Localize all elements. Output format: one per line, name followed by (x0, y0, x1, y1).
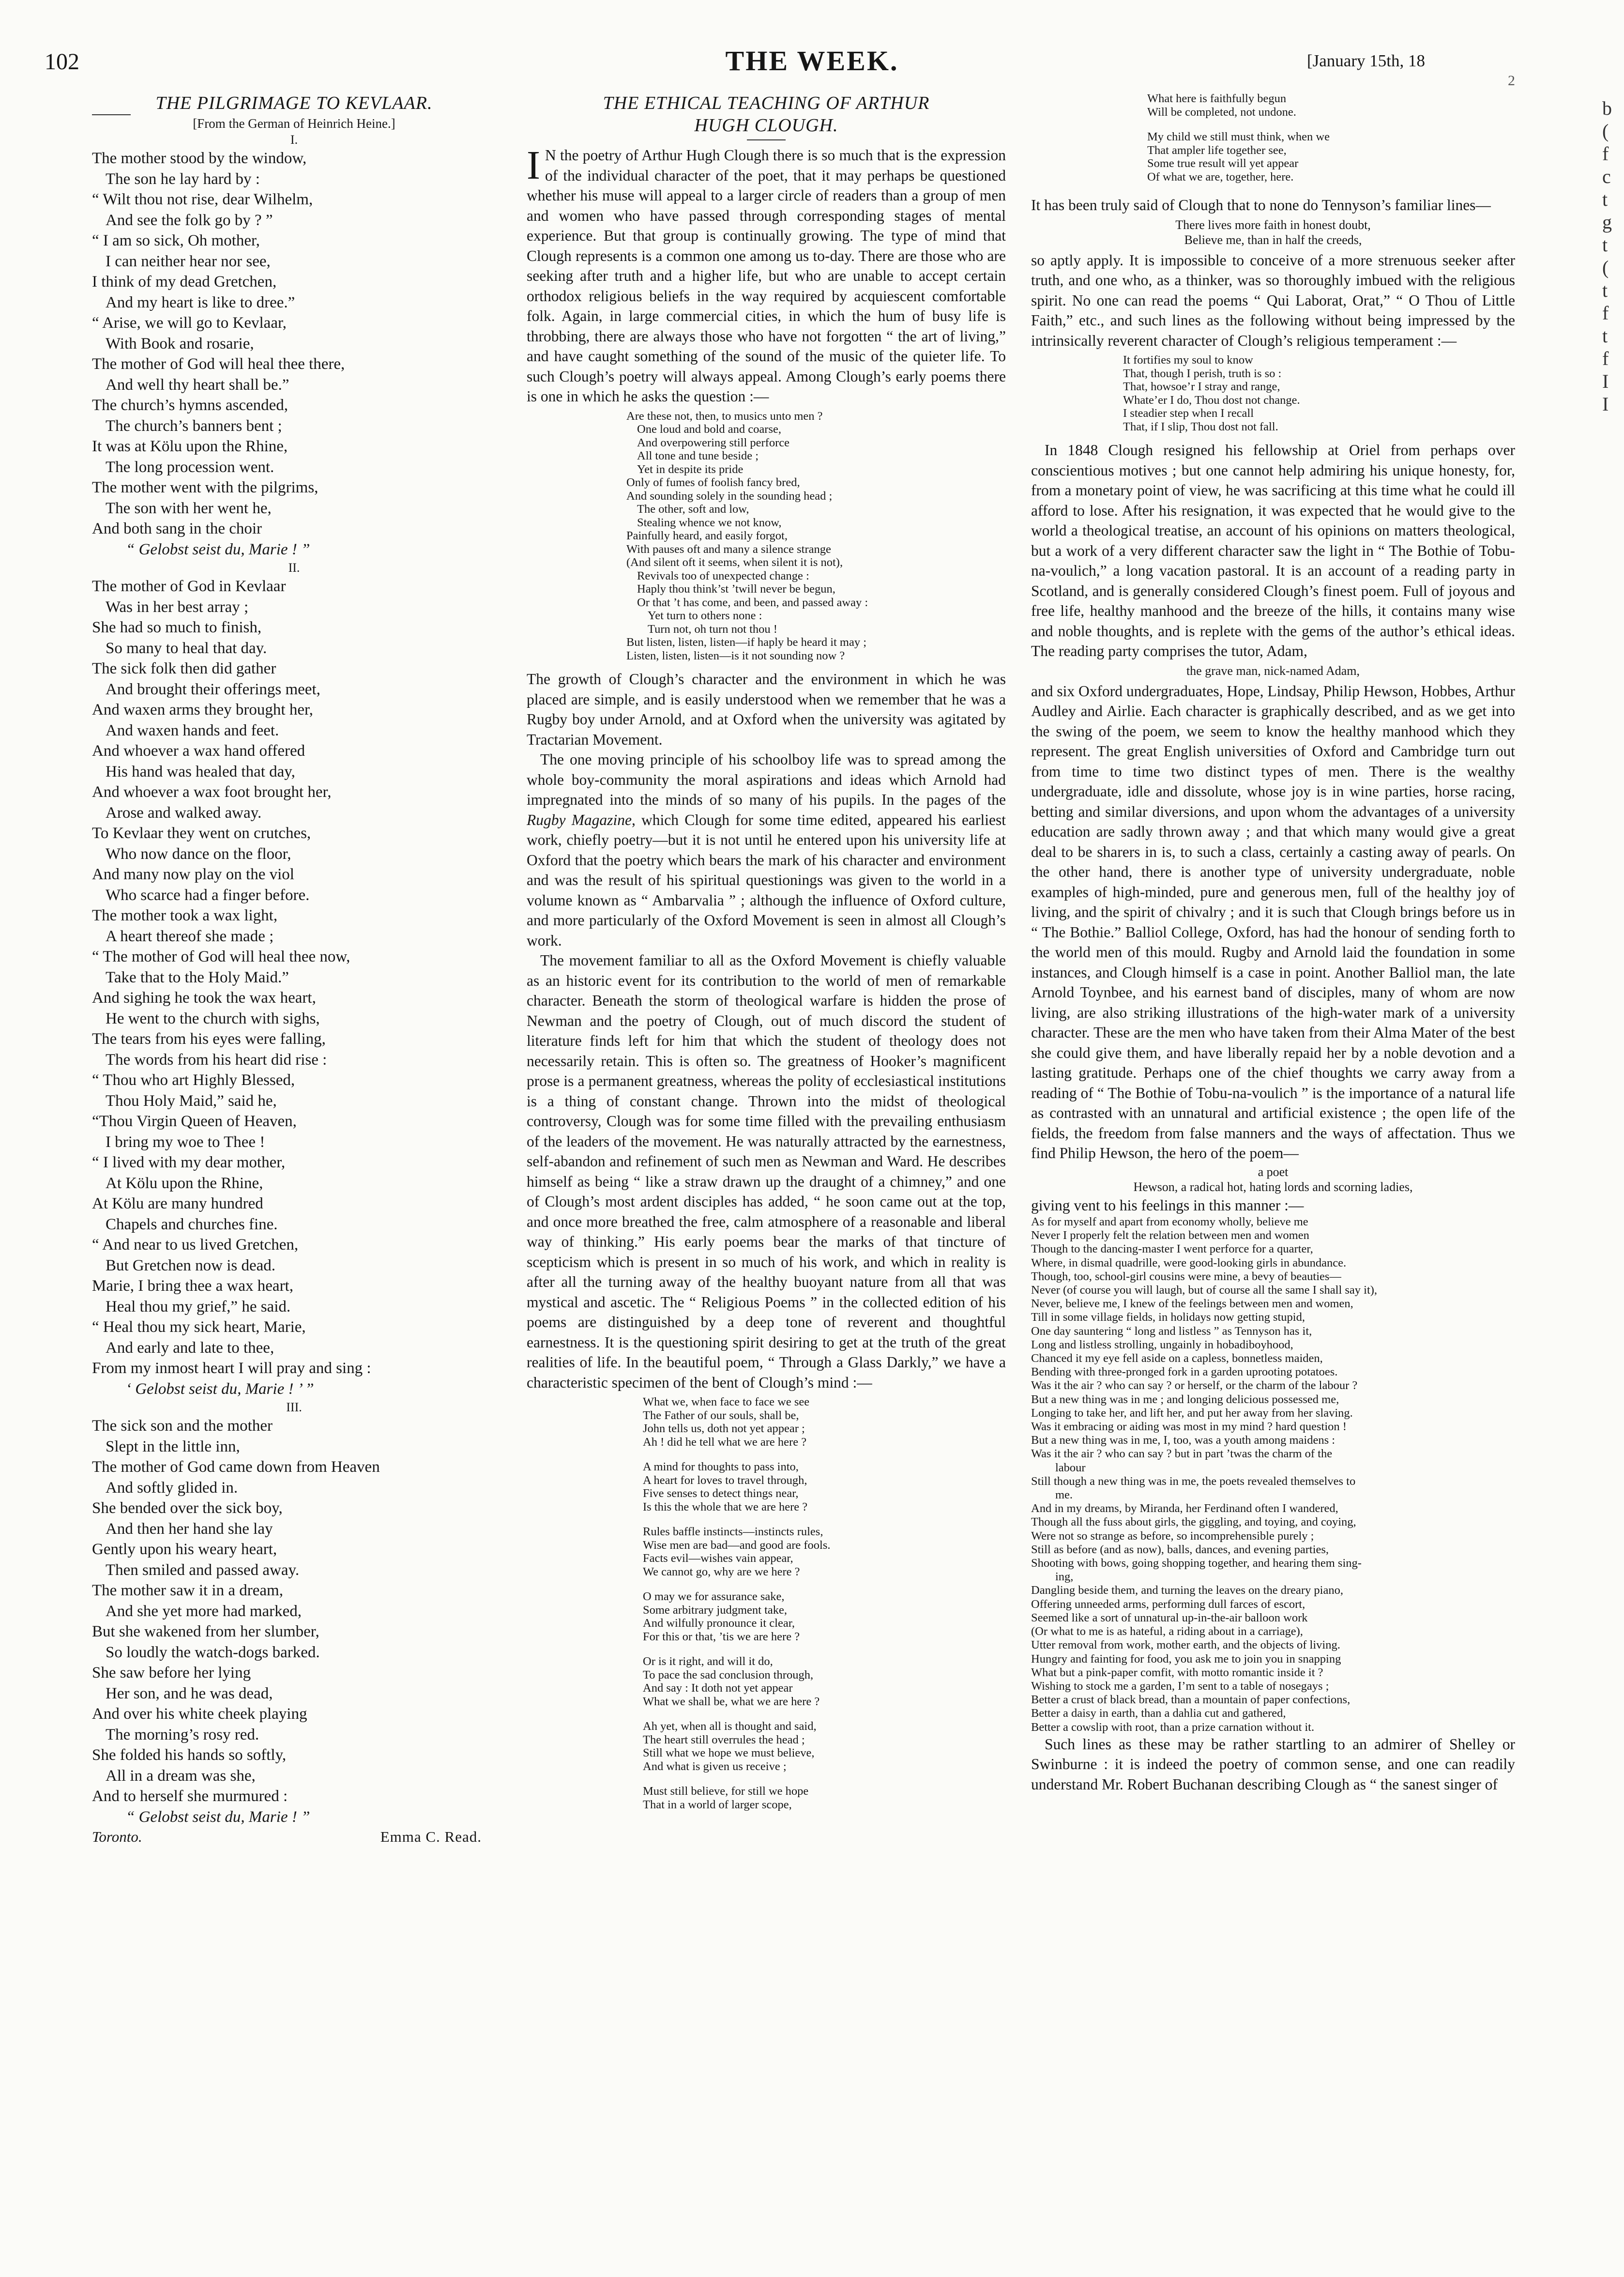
signature (92, 1827, 496, 1847)
verse-line: And waxen arms they brought her, (92, 701, 313, 718)
verse-line: And see the folk go by ? ” (106, 211, 273, 229)
verse-line: As for myself and apart from economy wholly, believe me (1031, 1215, 1308, 1228)
stanza (92, 988, 496, 1070)
stanza (92, 823, 496, 905)
stanza (92, 1235, 496, 1317)
verse-line: Or is it right, and will it do, (643, 1655, 773, 1668)
verse-line: “ Gelobst seist du, Marie ! ” (126, 540, 310, 558)
verse-line: Haply thou think’st ’twill never be begun, (637, 582, 835, 596)
essay-title-line1: THE ETHICAL TEACHING OF ARTHUR (603, 93, 930, 113)
verse-line: I can neither hear nor see, (106, 252, 271, 270)
page-header (0, 0, 1624, 89)
poem-title: THE PILGRIMAGE TO KEVLAAR. (155, 93, 433, 113)
verse-line: Some true result will yet appear (1147, 157, 1299, 170)
verse-line: And wilfully pronounce it clear, (643, 1617, 795, 1630)
verse-line: Who scarce had a finger before. (106, 886, 310, 904)
verse-line: Chanced it my eye fell aside on a capless, bonnetless maiden, (1031, 1352, 1323, 1365)
verse-line: “ I lived with my dear mother, (92, 1154, 286, 1171)
verse-line: He went to the church with sighs, (106, 1009, 320, 1027)
verse-line: Who now dance on the floor, (106, 845, 291, 863)
verse-line: Listen, listen, listen—is it not sounding now ? (626, 649, 845, 662)
edge-mark: 2 (1508, 73, 1515, 89)
verse-line: Of what we are, together, here. (1147, 170, 1294, 183)
verse-line: And sighing he took the wax heart, (92, 989, 316, 1007)
verse-line: And she yet more had marked, (106, 1602, 302, 1620)
essay-paragraph: The growth of Clough’s character and the environment in which he was placed are simple, and is easily understood when we remember that he was a Rugby boy under Arnold, and at Oxford when the university was agitated by Tractarian Movement. (527, 671, 1006, 748)
verse-line: Facts evil—wishes vain appear, (643, 1552, 793, 1565)
stanza (92, 741, 496, 823)
verse-line: The sick son and the mother (92, 1417, 273, 1435)
stanza (643, 1590, 1006, 1643)
quoted-poem (1031, 92, 1515, 183)
stanza (92, 658, 496, 741)
verse-line: Then smiled and passed away. (106, 1561, 300, 1579)
verse-line: Ah yet, when all is thought and said, (643, 1720, 817, 1733)
verse-line: And sounding solely in the sounding head ; (626, 489, 833, 503)
stanza (643, 1720, 1006, 1773)
verse-line: It was at Kölu upon the Rhine, (92, 438, 288, 455)
verse-line: Chapels and churches fine. (106, 1215, 278, 1233)
essay-paragraph: and six Oxford undergraduates, Hope, Lindsay, Philip Hewson, Hobbes, Arthur Audley and Airlie. Each character is graphically described, and as we get into the swing of the poem, we seem to know the healthy manhood which they represent. The great English universities of Oxford and Cambridge turn out from time to time two distinct types of men. There is the wealthy undergraduate, idle and dissolute, whose joy is in wine parties, horse racing, betting and similar diversions, and upon whom the advantages of a university education are sadly thrown away ; and that which many would give a great deal to be sharers in is, to such a class, certainly a casting away of pearls. On the other hand, there is another type of university undergraduate, noble examples of high-minded, pure and generous men, full of the healthy joy of living, and the spirit of chivalry ; and it is such that Clough brings before us in “ The Bothie.” Balliol College, Oxford, has had the honour of sending forth to the world men of this mould. Rugby and Arnold laid the foundation in some instances, and Clough himself is a case in point. Another Balliol man, the late Arnold Toynbee, and his earnest band of disciples, many of whom are now living, are also striking illustrations of the high-water mark of a university character. These are the men who have taken from their Alma Mater of the best she could give them, and have liberally repaid her by a noble devotion and a lasting gratitude. Perhaps one of the chief thoughts we carry away from a reading of “ The Bothie of Tobu-na-voulich ” is the importance of a natural life as contrasted with an unnatural and artificial existence ; the open life of the fields, the freedom from false manners and the ways of affectation. Thus we find Philip Hewson, the hero of the poem— (1031, 682, 1515, 1161)
masthead-title: THE WEEK. (725, 45, 899, 76)
page-number: 102 (45, 49, 79, 75)
verse-line: “ Gelobst seist du, Marie ! ” (126, 1808, 310, 1826)
verse-line: Are these not, then, to musics unto men ? (626, 409, 823, 423)
verse-line: And over his white cheek playing (92, 1705, 307, 1723)
quoted-line: a poet (1258, 1164, 1289, 1179)
stanza (1147, 92, 1515, 119)
essay-paragraph: Such lines as these may be rather startling to an admirer of Shelley or Swinburne : it is indeed the poetry of common sense, and one can readily understand Mr. Robert Buchanan describing Clough as “ the sanest singer of (1031, 1735, 1515, 1793)
verse-line: And early and late to thee, (106, 1339, 274, 1357)
poem-sections (92, 132, 496, 1827)
verse-line: Utter removal from work, mother earth, and the objects of living. (1031, 1638, 1340, 1652)
verse-line: That ampler life together see, (1147, 143, 1287, 157)
verse-line: ing, (1055, 1570, 1074, 1584)
verse-line: The sick folk then did gather (92, 660, 276, 677)
stanza (92, 1580, 496, 1663)
verse-line: The Father of our souls, shall be, (643, 1408, 799, 1422)
verse-line: Was it the air ? who can say ? but in part ’twas the charm of the (1031, 1447, 1333, 1461)
stanza (92, 395, 496, 477)
verse-line: But a new thing was in me, I, too, was a youth among maidens : (1031, 1434, 1336, 1447)
verse-line: The mother saw it in a dream, (92, 1582, 283, 1599)
verse-line: She saw before her lying (92, 1664, 251, 1681)
quoted-poem (527, 410, 1006, 663)
verse-line: Never I properly felt the relation between men and women (1031, 1229, 1309, 1242)
verse-line: Better a cowslip with root, than a prize carnation without it. (1031, 1720, 1315, 1734)
verse-line: Five senses to detect things near, (643, 1487, 799, 1500)
title-rule (747, 139, 786, 140)
essay-paragraph: It has been truly said of Clough that to none do Tennyson’s familiar lines— (1031, 197, 1491, 214)
column-essay (527, 92, 1006, 1823)
verse-line: One day sauntering “ long and listless ” as Tennyson has it, (1031, 1324, 1312, 1338)
verse-line: ‘ Gelobst seist du, Marie ! ’ ” (126, 1380, 314, 1398)
verse-line: Were not so strange as before, so incomprehensible purely ; (1031, 1529, 1314, 1543)
verse-line: And both sang in the choir (92, 520, 262, 537)
cropped-letter: g (1602, 211, 1612, 233)
verse-line: The mother went with the pilgrims, (92, 479, 319, 496)
verse-line: His hand was healed that day, (106, 763, 295, 780)
verse-line: So loudly the watch-dogs barked. (106, 1643, 320, 1661)
verse-line: That in a world of larger scope, (643, 1798, 792, 1811)
verse-line: Better a crust of black bread, than a mountain of paper confections, (1031, 1693, 1351, 1707)
essay-paragraph: In 1848 Clough resigned his fellowship at Oriel from perhaps over conscientious motives ; but one cannot help admiring his unique honesty, for, from a monetary point of view, he was sacrificing at this time what he could ill afford to lose. After his resignation, it was expected that he would give to the world a theological treatise, an account of his opinions on matters theological, but a work of a very different character saw the light in “ The Bothie of Tobu-na-voulich,” a long vacation pastoral. It is an account of a reading party in Scotland, and is generally considered Clough’s finest poem. Full of joyous and free life, healthy manhood and the breeze of the hills, it contains many wise and noble thoughts, and is replete with the gems of the author’s ethical ideas. The reading party comprises the tutor, Adam, (1031, 442, 1515, 659)
verse-line: What but a pink-paper comfit, with motto romantic inside it ? (1031, 1666, 1323, 1679)
section-numeral: II. (288, 561, 300, 575)
verse-line: Her son, and he was dead, (106, 1684, 273, 1702)
verse-line: That, if I slip, Thou dost not fall. (1123, 420, 1278, 433)
verse-line: With Book and rosarie, (106, 335, 254, 352)
verse-line: Thou Holy Maid,” said he, (106, 1092, 277, 1110)
stanza (92, 1416, 496, 1498)
stanza (643, 1395, 1006, 1449)
verse-line: To pace the sad conclusion through, (643, 1668, 814, 1681)
quoted-line: Hewson, a radical hot, hating lords and scorning ladies, (1133, 1179, 1413, 1194)
verse-line: Yet turn to others none : (648, 609, 762, 622)
verse-line: Shooting with bows, going shopping together, and hearing them sing- (1031, 1557, 1362, 1570)
verse-line: Turn not, oh turn not thou ! (648, 622, 777, 636)
verse-line: At Kölu upon the Rhine, (106, 1174, 263, 1192)
cropped-letter: t (1602, 279, 1608, 301)
verse-line: Bending with three-pronged fork in a garden uprooting potatoes. (1031, 1365, 1338, 1379)
verse-line: The mother of God came down from Heaven (92, 1458, 380, 1476)
verse-line: Is this the whole that we are here ? (643, 1500, 808, 1513)
verse-line: “ Heal thou my sick heart, Marie, (92, 1318, 306, 1336)
verse-line: Till in some village fields, in holidays now getting stupid, (1031, 1311, 1305, 1324)
verse-line: At Kölu are many hundred (92, 1195, 263, 1212)
verse-line: But listen, listen, listen—if haply be heard it may ; (626, 636, 867, 649)
verse-line: Wise men are bad—and good are fools. (643, 1538, 831, 1552)
cropped-letter: f (1602, 143, 1609, 165)
verse-line: My child we still must think, when we (1147, 130, 1330, 143)
stanza (92, 1152, 496, 1235)
verse-line: labour (1055, 1461, 1086, 1474)
verse-line: For this or that, ’tis we are here ? (643, 1630, 800, 1643)
verse-line: To Kevlaar they went on crutches, (92, 825, 311, 842)
verse-line: Longing to take her, and lift her, and put her away from her slaving. (1031, 1406, 1353, 1420)
cropped-letter: b (1602, 97, 1612, 119)
verse-line: Was it embracing or aiding was most in my mind ? hard question ! (1031, 1420, 1347, 1434)
verse-line: And overpowering still perforce (637, 436, 789, 449)
section-numeral: III. (286, 1400, 302, 1414)
verse-line: Rules baffle instincts—instincts rules, (643, 1525, 823, 1538)
signature-place: Toronto. (92, 1828, 142, 1845)
verse-line: The heart still overrules the head ; (643, 1733, 805, 1746)
verse-line: Or that ’t has come, and been, and passed away : (637, 596, 868, 609)
verse-line: All in a dream was she, (106, 1767, 256, 1785)
verse-line: Revivals too of unexpected change : (637, 569, 809, 582)
stanza (643, 1785, 1006, 1811)
verse-line: Only of fumes of foolish fancy bred, (626, 476, 800, 489)
verse-line: All tone and tune beside ; (637, 449, 759, 462)
poem-source: [From the German of Heinrich Heine.] (193, 116, 395, 131)
verse-line: (Or what to me is as hateful, a riding about in a carriage), (1031, 1625, 1303, 1638)
verse-line: Gently upon his weary heart, (92, 1541, 277, 1558)
cropped-letter: ( (1602, 257, 1609, 278)
signature-author: Emma C. Read. (380, 1828, 482, 1845)
verse-line: And softly glided in. (106, 1479, 238, 1497)
verse-line: I steadier step when I recall (1123, 407, 1254, 420)
column-essay-continued (1031, 92, 1515, 1794)
stanza (643, 1655, 1006, 1708)
verse-line: Some arbitrary judgment take, (643, 1603, 787, 1617)
verse-line: Was it the air ? who can say ? or herself, or the charm of the labour ? (1031, 1379, 1358, 1392)
verse-line: Slept in the little inn, (106, 1437, 240, 1455)
cropped-letter: t (1602, 234, 1608, 256)
verse-line: She had so much to finish, (92, 619, 262, 636)
stanza (92, 576, 496, 658)
verse-line: And say : It doth not yet appear (643, 1681, 793, 1695)
verse-line: And my heart is like to dree.” (106, 293, 295, 311)
verse-line: Stealing whence we not know, (637, 516, 782, 529)
verse-line: Was in her best array ; (106, 598, 249, 616)
verse-line: And whoever a wax hand offered (92, 742, 305, 760)
quoted-line: There lives more faith in honest doubt, (1175, 217, 1371, 232)
verse-line: That, howsoe’r I stray and range, (1123, 380, 1280, 393)
verse-line: Take that to the Holy Maid.” (106, 968, 289, 986)
cropped-letter: f (1602, 348, 1609, 369)
verse-line: From my inmost heart I will pray and sing : (92, 1360, 371, 1377)
verse-line: And many now play on the viol (92, 866, 294, 883)
essay-paragraph: The one moving principle of his schoolboy life was to spread among the whole boy-community the moral aspirations and ideas which Arnold had impregnated into the minds of so many of his pupils. In the pages of the Rugby Magazine, which Clough for some time edited, appeared his earliest work, chiefly poetry—but it is not until he entered upon his university life at Oxford that the poetry which bears the mark of his character and environment and was the result of his spiritual questionings was given to the world in a volume known as “ Ambarvalia ” ; although the influence of Oxford culture, and more particularly of the Oxford Movement is seen in almost all Clough’s work. (527, 751, 1006, 949)
verse-line: What here is faithfully begun (1147, 92, 1287, 105)
verse-line: “ I am so sick, Oh mother, (92, 232, 260, 249)
verse-line: And in my dreams, by Miranda, her Ferdinand often I wandered, (1031, 1502, 1338, 1515)
verse-line: And waxen hands and feet. (106, 721, 279, 739)
verse-line: “ The mother of God will heal thee now, (92, 948, 350, 965)
stanza (92, 1498, 496, 1580)
verse-line: The son with her went he, (106, 499, 272, 517)
stanza (92, 1070, 496, 1152)
stanza (92, 1745, 496, 1827)
verse-line: Offering unneeded arms, performing dull farces of escort, (1031, 1597, 1305, 1611)
stanza (92, 1663, 496, 1745)
verse-line: Seemed like a sort of unnatural up-in-the-air balloon work (1031, 1611, 1308, 1624)
essay-paragraph: giving vent to his feelings in this manner :— (1031, 1196, 1304, 1214)
verse-line: The other, soft and low, (637, 503, 749, 516)
quoted-poem (527, 1395, 1006, 1811)
verse-line: She bended over the sick boy, (92, 1499, 283, 1517)
verse-line: One loud and bold and coarse, (637, 423, 781, 436)
verse-line: O may we for assurance sake, (643, 1590, 785, 1603)
essay-paragraph: I N the poetry of Arthur Hugh Clough there is so much that is the expression of the individual character of the poet, that it may perhaps be questioned whether his muse will appeal to a larger circle of readers than a group of men and women who have passed through corresponding stages of mental experience. But that group is continually growing. The type of mind that Clough represents is a common one among us to-day. There are those who are seeking after truth and a higher life, but who are unable to accept certain orthodox religious beliefs in the way required by acquiescent comfortable folk. Again, in large commercial cities, in which the hum of busy life is throbbing, there are always those who have not forgotten “ the art of living,” and have caught something of the sound of the music of the quieter life. To such Clough’s poetry will always appeal. Among Clough’s early poems there is one in which he asks the question :— (527, 143, 1006, 405)
verse-line: The son he lay hard by : (106, 170, 260, 188)
verse-line: (And silent oft it seems, when silent it is not), (626, 556, 843, 569)
verse-line: Will be completed, not undone. (1147, 105, 1296, 119)
cropped-letter: t (1602, 325, 1608, 347)
verse-line: Heal thou my grief,” he said. (106, 1298, 291, 1315)
verse-line: And brought their offerings meet, (106, 680, 320, 698)
verse-line: And then her hand she lay (106, 1520, 273, 1538)
verse-line: Ah ! did he tell what we are here ? (643, 1435, 807, 1449)
verse-line: The mother took a wax light, (92, 907, 278, 924)
quoted-poem (1031, 1215, 1515, 1734)
verse-line: And well thy heart shall be.” (106, 376, 289, 394)
verse-line: And whoever a wax foot brought her, (92, 783, 332, 801)
verse-line: Whate’er I do, Thou dost not change. (1123, 393, 1300, 407)
cropped-letter: I (1602, 393, 1609, 415)
verse-line: “Thou Virgin Queen of Heaven, (92, 1113, 297, 1130)
verse-line: “ Thou who art Highly Blessed, (92, 1071, 295, 1089)
essay-paragraph: The movement familiar to all as the Oxford Movement is chiefly valuable as an historic event for its contribution to the world of men of remarkable character. Beneath the storm of theological warfare is hidden the prose of Newman and the poetry of Clough, out of much discord the student of literature finds left for him that which the student of theology does not necessarily retain. This is often so. The greatness of Hooker’s magnificent prose is a permanent greatness, whereas the polity of ecclesiastical institutions is a thing of constant change. Thrown into the midst of theological controversy, Clough was for some time filled with the prevailing enthusiasm of the leaders of the movement. He was naturally attracted by the earnestness, self-abandon and refinement of such men as Newman and Ward. He describes himself as being “ like a straw drawn up the draught of a chimney,” and one of Clough’s most ardent disciples has added, “ he soon came out at the top, and once more breathed the free, calm atmosphere of a reasonable and liberal way of thinking.” His early poems bear the marks of that tincture of scepticism which is present in so much of his work, and which in reality is after all the turning away of the healthy buoyant nature from all that was mystical and ascetic. The “ Religious Poems ” in the collected edition of his poems are distinguished by a deep tone of reverent and thoughtful earnestness. It is the questioning spirit desiring to get at the truth of the great realities of life. In the beautiful poem, “ Through a Glass Darkly,” we have a characteristic specimen of the bent of Clough’s mind :— (527, 952, 1006, 1391)
cropped-letter: f (1602, 302, 1609, 324)
verse-line: Where, in dismal quadrille, were good-looking girls in abundance. (1031, 1256, 1347, 1269)
verse-line: And to herself she murmured : (92, 1788, 288, 1805)
verse-line: Marie, I bring thee a wax heart, (92, 1277, 293, 1295)
section-numeral: I. (290, 133, 298, 147)
verse-line: I bring my woe to Thee ! (106, 1133, 265, 1151)
verse-line: Wishing to stock me a garden, I’m sent to a table of nosegays ; (1031, 1679, 1329, 1693)
verse-line: Still as before (and as now), balls, dances, and evening parties, (1031, 1543, 1329, 1556)
verse-line: A heart for loves to travel through, (643, 1473, 807, 1487)
verse-line: The morning’s rosy red. (106, 1726, 259, 1743)
drop-cap: I (527, 143, 540, 188)
verse-line: The mother stood by the window, (92, 150, 307, 167)
quoted-lines (1031, 217, 1515, 247)
column-poem (92, 92, 496, 1847)
verse-line: Must still believe, for still we hope (643, 1785, 809, 1798)
verse-line: Never (of course you will laugh, but of course all the same I shall say it), (1031, 1284, 1378, 1297)
stanza (92, 230, 496, 313)
verse-line: Better a daisy in earth, than a dahlia cut and gathered, (1031, 1707, 1286, 1720)
stanza (1147, 130, 1515, 183)
verse-line: Though to the dancing-master I went perforce for a quarter, (1031, 1242, 1313, 1256)
verse-line: Still what we hope we must believe, (643, 1746, 815, 1759)
verse-line: Long and listless strolling, ungainly in hobadiboyhood, (1031, 1338, 1293, 1351)
cropped-letter: ( (1602, 120, 1609, 142)
verse-line: With pauses oft and many a silence strange (626, 542, 831, 556)
verse-line: Still though a new thing was in me, the poets revealed themselves to (1031, 1474, 1356, 1488)
verse-line: The mother of God will heal thee there, (92, 355, 345, 373)
stanza (92, 148, 496, 230)
verse-line: Though all the fuss about girls, the giggling, and toying, and coying, (1031, 1515, 1356, 1529)
verse-line: She folded his hands so softly, (92, 1746, 287, 1764)
verse-line: But Gretchen now is dead. (106, 1256, 275, 1274)
verse-line: The tears from his eyes were falling, (92, 1030, 326, 1048)
verse-line: A mind for thoughts to pass into, (643, 1460, 799, 1473)
stanza (92, 313, 496, 395)
stanza (643, 1460, 1006, 1513)
verse-line: But she wakened from her slumber, (92, 1623, 319, 1640)
cropped-letter: c (1602, 166, 1611, 187)
verse-line: The mother of God in Kevlaar (92, 578, 286, 595)
verse-line: That, though I perish, truth is so : (1123, 367, 1282, 380)
verse-line: Arose and walked away. (106, 804, 262, 822)
verse-line: Painfully heard, and easily forgot, (626, 529, 788, 542)
issue-date: [January 15th, 18 (1307, 51, 1425, 70)
verse-line: A heart thereof she made ; (106, 927, 274, 945)
verse-line: me. (1055, 1488, 1073, 1502)
cropped-right-column (1602, 97, 1622, 415)
verse-line: “ Wilt thou not rise, dear Wilhelm, (92, 191, 313, 208)
verse-line: But a new thing was in me ; and longing delicious possessed me, (1031, 1392, 1339, 1406)
verse-line: Never, believe me, I knew of the feelings between men and women, (1031, 1297, 1353, 1311)
quoted-line: the grave man, nick-named Adam, (1186, 663, 1360, 678)
verse-line: The long procession went. (106, 458, 274, 476)
verse-line: What we shall be, what we are here ? (643, 1695, 820, 1708)
stanza (92, 905, 496, 988)
verse-line: “ Arise, we will go to Kevlaar, (92, 314, 287, 332)
verse-line: Hungry and fainting for food, you ask me to join you in snapping (1031, 1652, 1341, 1666)
verse-line: Dangling beside them, and turning the leaves on the dreary piano, (1031, 1584, 1343, 1597)
verse-line: John tells us, doth not yet appear ; (643, 1422, 805, 1435)
essay-paragraph: so aptly apply. It is impossible to conceive of a more strenuous seeker after truth, and one who, as a thinker, was so thoroughly imbued with the religious spirit. No one can read the poems “ Qui Laborat, Orat,” “ O Thou of Little Faith,” etc., and such lines as the following without being impressed by the intrinsically reverent character of Clough’s religious temperament :— (1031, 251, 1515, 349)
stanza (92, 477, 496, 560)
verse-line: We cannot go, why are we here ? (643, 1565, 800, 1578)
cropped-letter: t (1602, 188, 1608, 210)
verse-line: The church’s banners bent ; (106, 417, 282, 435)
quoted-poem (1031, 353, 1515, 433)
verse-line: What we, when face to face we see (643, 1395, 810, 1408)
verse-line: I think of my dead Gretchen, (92, 273, 277, 290)
verse-line: Yet in despite its pride (637, 462, 744, 476)
verse-line: The words from his heart did rise : (106, 1051, 327, 1069)
essay-title-line2: HUGH CLOUGH. (694, 115, 838, 136)
stanza (643, 1525, 1006, 1578)
verse-line: Though, too, school-girl cousins were mine, a bevy of beauties— (1031, 1269, 1341, 1283)
verse-line: And what is given us receive ; (643, 1759, 787, 1773)
verse-line: It fortifies my soul to know (1123, 353, 1253, 367)
verse-line: The church’s hymns ascended, (92, 397, 288, 414)
cropped-letter: I (1602, 370, 1609, 392)
verse-line: So many to heal that day. (106, 639, 267, 657)
verse-line: “ And near to us lived Gretchen, (92, 1236, 299, 1253)
stanza (92, 1317, 496, 1399)
quoted-line: Believe me, than in half the creeds, (1184, 232, 1362, 247)
